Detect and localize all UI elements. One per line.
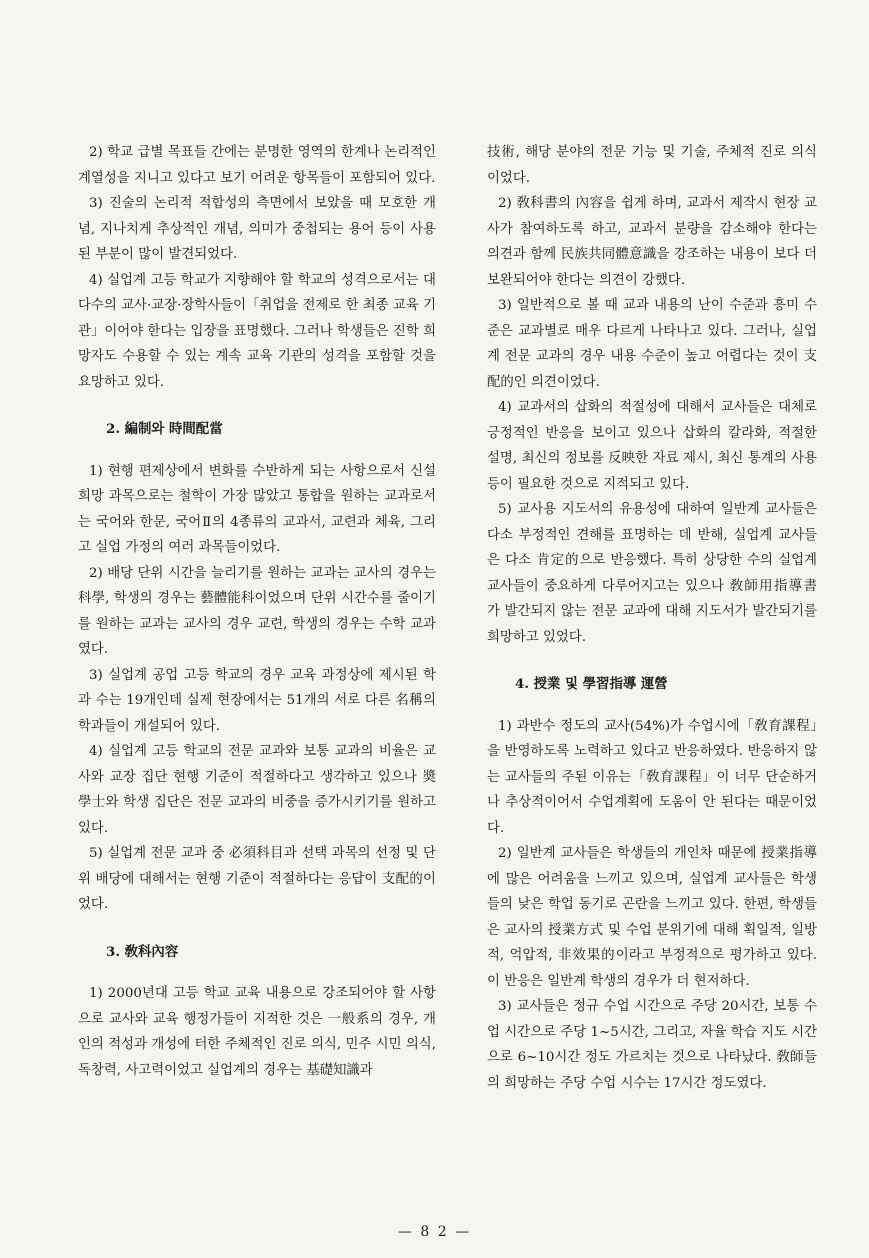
section-heading: 4. 授業 및 學習指導 運營 bbox=[515, 676, 668, 692]
paragraph: 4) 교과서의 삽화의 적절성에 대해서 교사들은 대체로 긍정적인 반응을 보이고 있으나 삽화의 칼라화, 적절한 설명, 최신의 정보를 反映한 자료 제시, 최신 통계의 사용 등이 필요한 것으로 지적되고 있다. bbox=[487, 400, 817, 492]
page-number: — 8 2 — bbox=[397, 1224, 472, 1240]
paragraph: 1) 2000년대 고등 학교 교육 내용으로 강조되어야 할 사항으로 교사와 교육 행정가들이 지적한 것은 一般系의 경우, 개인의 적성과 개성에 터한 주체적인 진로 의식, 민주 시민 의식, 독창력, 사고력이었고 실업계의 경우는 基礎知識과 bbox=[78, 986, 436, 1078]
paragraph: 技術, 해당 분야의 전문 기능 및 기술, 주체적 진로 의식이었다. bbox=[487, 145, 817, 186]
paragraph: 2) 학교 급별 목표들 간에는 분명한 영역의 한계나 논리적인 계열성을 지니고 있다고 보기 어려운 항목들이 포함되어 있다. bbox=[78, 145, 436, 186]
paragraph: 1) 현행 편제상에서 변화를 수반하게 되는 사항으로서 신설 희망 과목으로는 철학이 가장 많았고 통합을 원하는 교과로서는 국어와 한문, 국어Ⅱ의 4종류의 교과서, 교련과 체육, 그리고 실업 가정의 여러 과목들이었다. bbox=[78, 463, 436, 555]
paragraph: 4) 실업계 고등 학교의 전문 교과와 보통 교과의 비율은 교사와 교장 집단 현행 기준이 적절하다고 생각하고 있으나 奬學士와 학생 집단은 전문 교과의 비중을 증가시키기를 원하고 있다. bbox=[78, 744, 436, 836]
paragraph: 3) 진술의 논리적 적합성의 측면에서 보았을 때 모호한 개념, 지나치게 추상적인 개념, 의미가 중첩되는 용어 등이 사용된 부분이 많이 발견되었다. bbox=[78, 196, 436, 262]
paragraph: 3) 일반적으로 볼 때 교과 내용의 난이 수준과 흥미 수준은 교과별로 매우 다르게 나타나고 있다. 그러나, 실업계 전문 교과의 경우 내용 수준이 높고 어렵다는 것이 支配的인 의견이었다. bbox=[487, 298, 817, 390]
paragraph: 1) 과반수 정도의 교사(54%)가 수업시에「敎育課程」을 반영하도록 노력하고 있다고 반응하였다. 반응하지 않는 교사들의 주된 이유는「敎育課程」이 너무 단순하거나 추상적이어서 수업계획에 도움이 안 된다는 때문이었다. bbox=[487, 718, 817, 836]
paragraph: 2) 敎科書의 內容을 쉽게 하며, 교과서 제작시 현장 교사가 참여하도록 하고, 교과서 분량을 감소해야 한다는 의견과 함께 民族共同體意識을 강조하는 내용이 보다 더 보완되어야 한다는 의견이 강했다. bbox=[487, 196, 817, 288]
left-column bbox=[78, 140, 436, 1083]
paragraph: 3) 실업계 공업 고등 학교의 경우 교육 과정상에 제시된 학과 수는 19개인데 실제 현장에서는 51개의 서로 다른 名稱의 학과들이 개설되어 있다. bbox=[78, 667, 436, 734]
paragraph: 2) 일반계 교사들은 학생들의 개인차 때문에 授業指導에 많은 어려움을 느끼고 있으며, 실업계 교사들은 학생들의 낮은 학업 동기로 곤란을 느끼고 있다. 한편, 학생들은 교사의 授業方式 및 수업 분위기에 대해 획일적, 일방적, 억압적, 非效果的이라고 부정적으로 평가하고 있다. 이 반응은 일반계 학생의 경우가 더 현저하다. bbox=[487, 846, 817, 989]
section-heading: 3. 敎科內容 bbox=[106, 943, 179, 960]
paragraph: 3) 교사들은 정규 수업 시간으로 주당 20시간, 보통 수업 시간으로 주당 1~5시간, 그리고, 자율 학습 지도 시간으로 6~10시간 정도 가르치는 것으로 나타났다. 敎師들의 희망하는 주당 수업 시수는 17시간 정도였다. bbox=[487, 999, 817, 1091]
paragraph: 4) 실업계 고등 학교가 지향해야 할 학교의 성격으로서는 대다수의 교사·교장·장학사들이「취업을 전제로 한 최종 교육 기관」이어야 한다는 입장을 표명했다. 그러나 학생들은 진학 희망자도 수용할 수 있는 계속 교육 기관의 성격을 포함할 것을 요망하고 있다. bbox=[78, 272, 436, 390]
right-column bbox=[487, 140, 817, 1096]
paragraph: 2) 배당 단위 시간을 늘리기를 원하는 교과는 교사의 경우는 科學, 학생의 경우는 藝體能科이었으며 단위 시간수를 줄이기를 원하는 교과는 교사의 경우 교련, 학생의 경우는 수학 교과였다. bbox=[78, 565, 436, 657]
section-heading: 2. 編制와 時間配當 bbox=[106, 421, 223, 437]
paragraph: 5) 교사용 지도서의 유용성에 대하여 일반계 교사들은 다소 부정적인 견해를 표명하는 데 반해, 실업계 교사들은 다소 肯定的으로 반응했다. 특히 상당한 수의 실업계 교사들이 중요하게 다루어지고는 있으나 敎師用指導書가 발간되지 않는 전문 교과에 대해 지도서가 발간되기를 희망하고 있었다. bbox=[487, 502, 817, 645]
paragraph: 5) 실업계 전문 교과 중 必須科目과 선택 과목의 선정 및 단위 배당에 대해서는 현행 기준이 적절하다는 응답이 支配的이었다. bbox=[78, 846, 436, 912]
